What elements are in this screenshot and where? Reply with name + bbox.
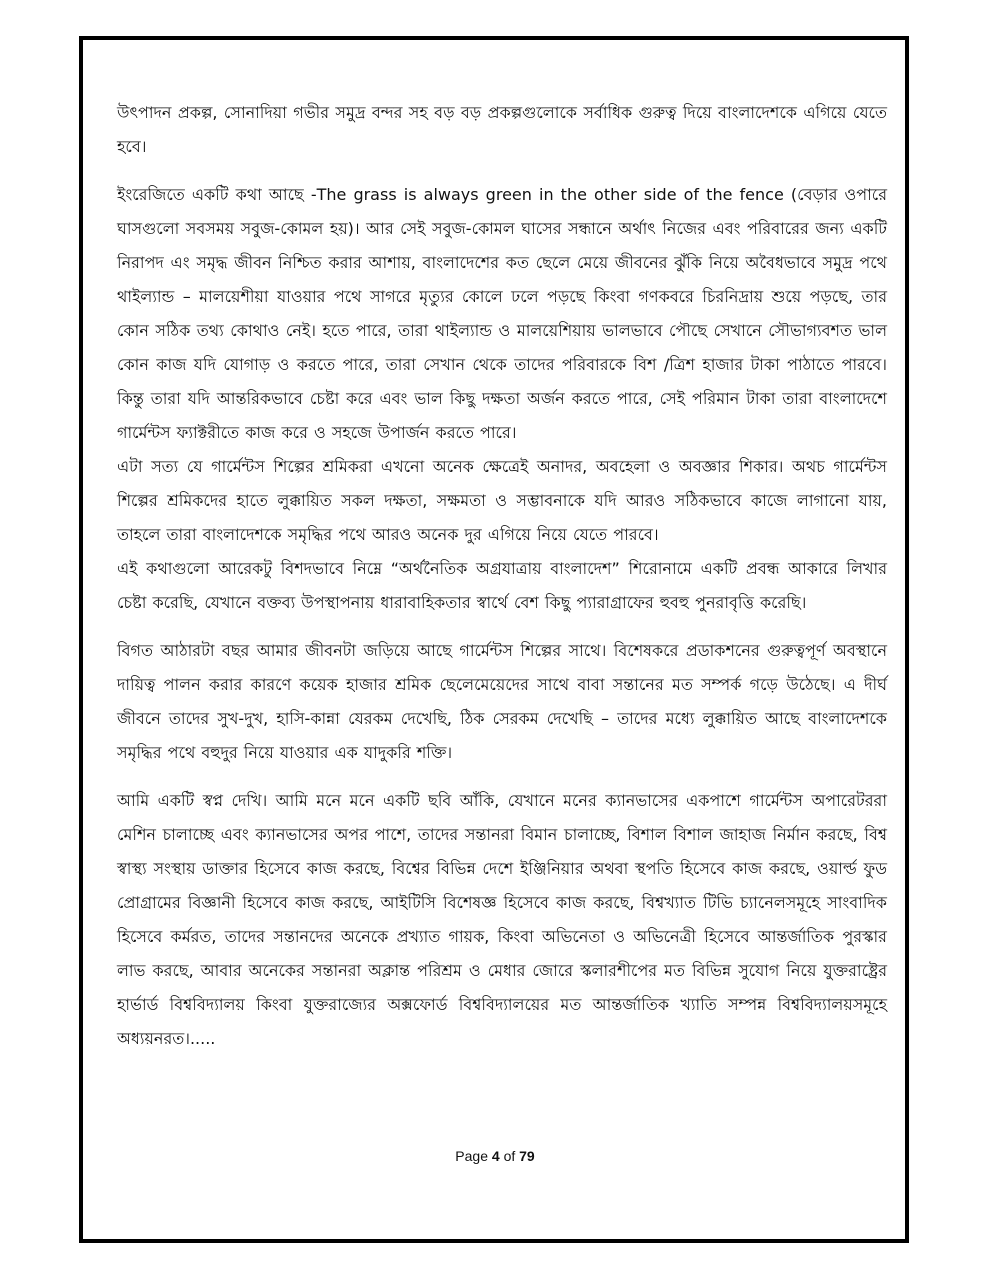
total-pages: 79: [519, 1148, 535, 1164]
paragraph-5: বিগত আঠারটা বছর আমার জীবনটা জড়িয়ে আছে গার্মেন্টস শিল্পের সাথে। বিশেষকরে প্রডাকশনের গুরুত্বপূর্ণ অবস্থানে দায়িত্ব পালন করার কারণে কয়েক হাজার শ্রমিক ছেলেমেয়েদের সাথে বাবা সন্তানের মত সম্পর্ক গড়ে উঠেছে। এ দীর্ঘ জীবনে তাদের সুখ-দুখ, হাসি-কান্না যেরকম দেখেছি, ঠিক সেরকম দেখেছি – তাদের মধ্যে লুক্কায়িত আছে বাংলাদেশকে সমৃদ্ধির পথে বহুদুর নিয়ে যাওয়ার এক যাদুকরি শক্তি।: [117, 641, 887, 762]
paragraph-4: এই কথাগুলো আরেকটু বিশদভাবে নিম্নে “অর্থনৈতিক অগ্রযাত্রায় বাংলাদেশ” শিরোনামে একটি প্রবন্ধ আকারে লিখার চেষ্টা করেছি, যেখানে বক্তব্য উপস্থাপনায় ধারাবাহিকতার স্বার্থে বেশ কিছু প্যারাগ্রাফের হুবহু পুনরাবৃত্তি করেছি।: [117, 559, 887, 612]
paragraph-3: এটা সত্য যে গার্মেন্টস শিল্পের শ্রমিকরা এখনো অনেক ক্ষেত্রেই অনাদর, অবহেলা ও অবজ্ঞার শিকার। অথচ গার্মেন্টস শিল্পের শ্রমিকদের হাতে লুক্কায়িত সকল দক্ষতা, সক্ষমতা ও সম্ভাবনাকে যদি আরও সঠিকভাবে কাজে লাগানো যায়, তাহলে তারা বাংলাদেশকে সমৃদ্ধির পথে আরও অনেক দুর এগিয়ে নিয়ে যেতে পারবে।: [117, 457, 887, 544]
document-body: [117, 96, 887, 1056]
paragraph-2: ইংরেজিতে একটি কথা আছে -The grass is always green in the other side of the fence (বেড়ার ওপারে ঘাসগুলো সবসময় সবুজ-কোমল হয়)। আর সেই সবুজ-কোমল ঘাসের সন্ধানে অর্থাৎ নিজের এবং পরিবারের জন্য একটি নিরাপদ এং সমৃদ্ধ জীবন নিশ্চিত করার আশায়, বাংলাদেশের কত ছেলে মেয়ে জীবনের ঝুঁকি নিয়ে অবৈধভাবে সমুদ্র পথে থাইল্যান্ড – মালয়েশীয়া যাওয়ার পথে সাগরে মৃত্যুর কোলে ঢলে পড়ছে কিংবা গণকবরে চিরনিদ্রায় শুয়ে পড়ছে, তার কোন সঠিক তথ্য কোথাও নেই। হতে পারে, তারা থাইল্যান্ড ও মালয়েশিয়ায় ভালভাবে পৌছে সেখানে সৌভাগ্যবশত ভাল কোন কাজ যদি যোগাড় ও করতে পারে, তারা সেখান থেকে তাদের পরিবারকে বিশ /ত্রিশ হাজার টাকা পাঠাতে পারবে। কিন্তু তারা যদি আন্তরিকভাবে চেষ্টা করে এবং ভাল কিছু দক্ষতা অর্জন করতে পারে, সেই পরিমান টাকা তারা বাংলাদেশে গার্মেন্টস ফ্যাক্টরীতে কাজ করে ও সহজে উপার্জন করতে পারে।: [117, 185, 887, 442]
paragraph-6: আমি একটি স্বপ্ন দেখি। আমি মনে মনে একটি ছবি আঁকি, যেখানে মনের ক্যানভাসের একপাশে গার্মেন্টস অপারেটররা মেশিন চালাচ্ছে এবং ক্যানভাসের অপর পাশে, তাদের সন্তানরা বিমান চালাচ্ছে, বিশাল বিশাল জাহাজ নির্মান করছে, বিশ্ব স্বাস্থ্য সংস্থায় ডাক্তার হিসেবে কাজ করছে, বিশ্বের বিভিন্ন দেশে ইঞ্জিনিয়ার অথবা স্থপতি হিসেবে কাজ করছে, ওয়ার্ল্ড ফুড প্রোগ্রামের বিজ্ঞানী হিসেবে কাজ করছে, আইটিসি বিশেষজ্ঞ হিসেবে কাজ করছে, বিশ্বখ্যাত টিভি চ্যানেলসমূহে সাংবাদিক হিসেবে কর্মরত, তাদের সন্তানদের অনেকে প্রখ্যাত গায়ক, কিংবা অভিনেতা ও অভিনেত্রী হিসেবে আন্তর্জাতিক পুরস্কার লাভ করছে, আবার অনেকের সন্তানরা অক্লান্ত পরিশ্রম ও মেধার জোরে স্কলারশীপের মত বিভিন্ন সুযোগ নিয়ে যুক্তরাষ্ট্রের হার্ভার্ড বিশ্ববিদ্যালয় কিংবা যুক্তরাজ্যের অক্সফোর্ড বিশ্ববিদ্যালয়ের মত আন্তর্জাতিক খ্যাতি সম্পন্ন বিশ্ববিদ্যালয়সমূহে অধ্যয়নরত।.....: [117, 791, 887, 1048]
page-number: 4: [491, 1148, 500, 1164]
paragraph-1: উৎপাদন প্রকল্প, সোনাদিয়া গভীর সমুদ্র বন্দর সহ বড় বড় প্রকল্পগুলোকে সর্বাধিক গুরুত্ব দিয়ে বাংলাদেশকে এগিয়ে যেতে হবে।: [117, 103, 887, 156]
of-label: of: [503, 1148, 516, 1164]
page-footer: [0, 1148, 990, 1164]
page-label: Page: [455, 1148, 488, 1164]
